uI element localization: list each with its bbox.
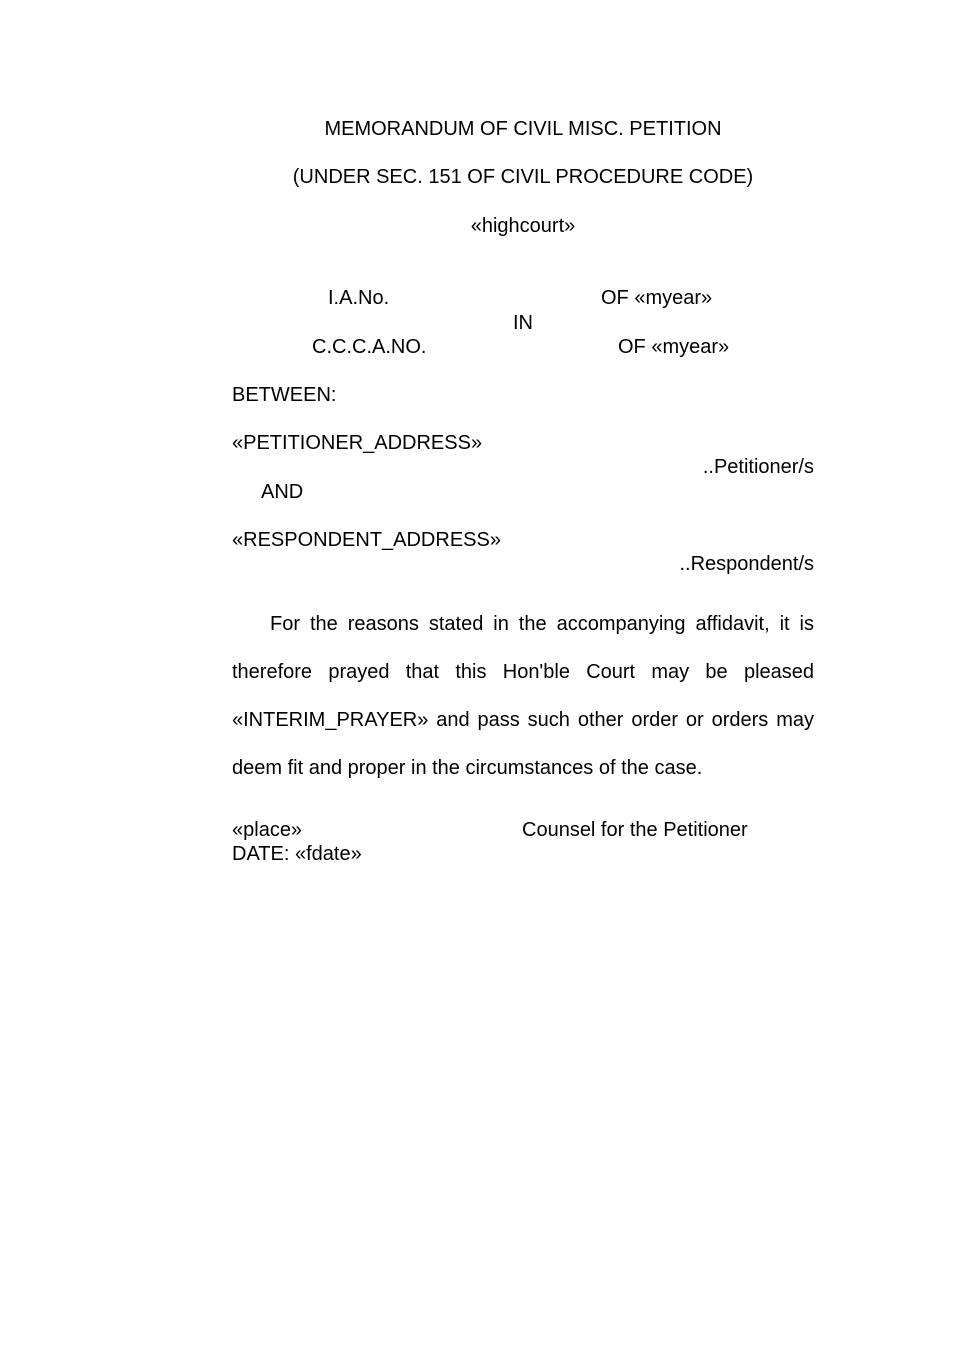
petitioner-address: «PETITIONER_ADDRESS» [232,432,483,454]
and-label: AND [261,481,304,503]
place-field: «place» [232,819,303,841]
prayer-paragraph: For the reasons stated in the accompanying affidavit, it is therefore prayed that this Hon'ble Court may be pleased «INTERIM_PRAYER» and pass such other order or orders may deem fit and proper in the circumstances of the case. [232,613,814,779]
document-subtitle: (UNDER SEC. 151 OF CIVIL PROCEDURE CODE) [292,166,754,188]
respondent-label: ..Respondent/s [679,553,814,575]
date-field: DATE: «fdate» [232,843,362,865]
counsel-signature-label: Counsel for the Petitioner [522,819,748,841]
petitioner-label: ..Petitioner/s [702,456,814,478]
between-label: BETWEEN: [232,384,337,406]
ccca-year: OF «myear» [618,336,730,358]
respondent-address: «RESPONDENT_ADDRESS» [232,529,501,551]
document-title: MEMORANDUM OF CIVIL MISC. PETITION [324,118,722,140]
in-label: IN [513,312,533,334]
ia-number-label: I.A.No. [328,287,390,309]
ccca-number-label: C.C.C.A.NO. [312,336,427,358]
ia-year: OF «myear» [601,287,713,309]
court-name: «highcourt» [470,215,576,237]
